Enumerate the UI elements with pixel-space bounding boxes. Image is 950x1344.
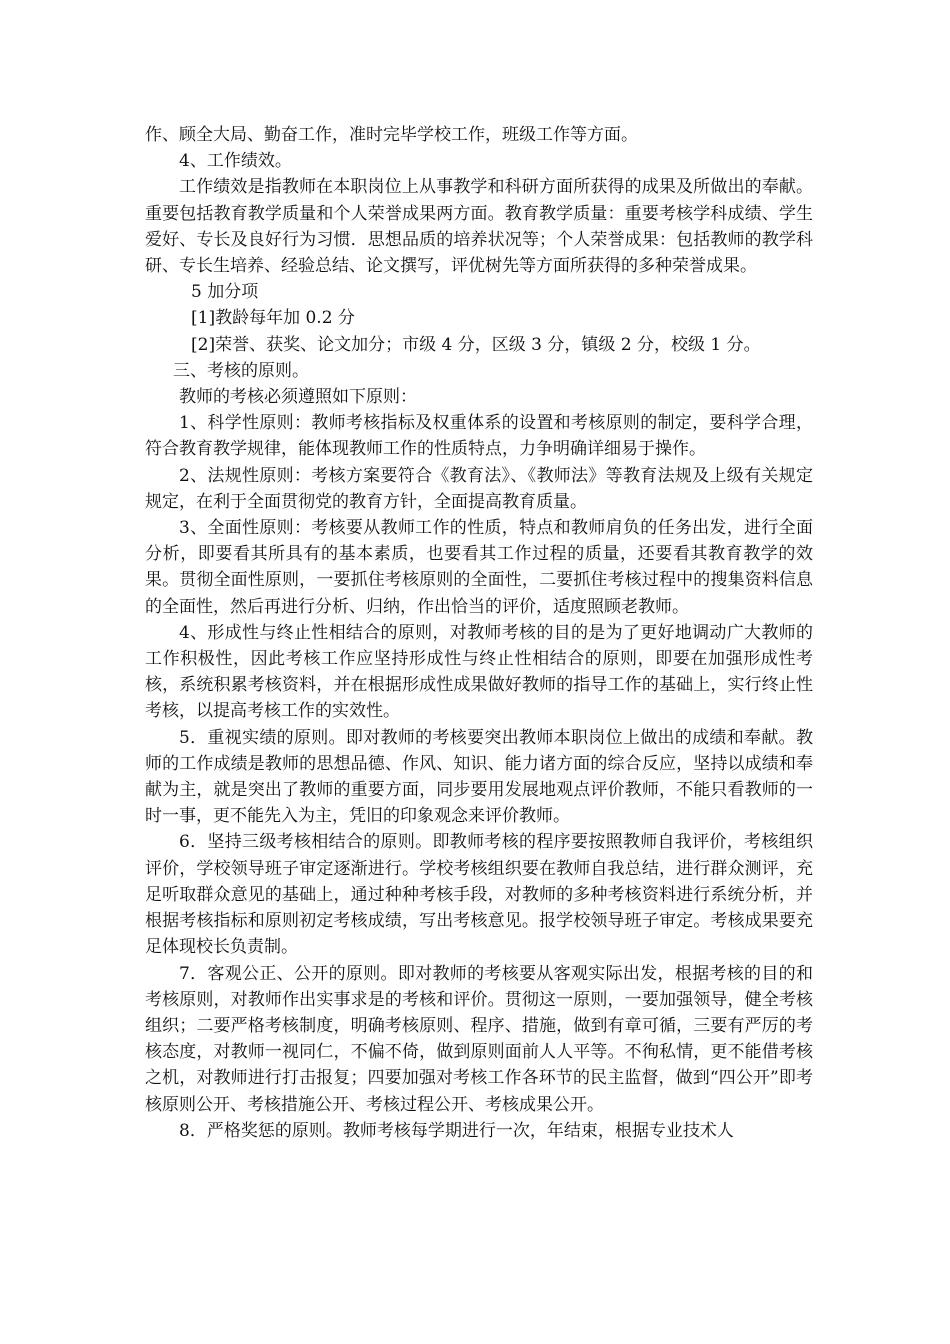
paragraph: 1、科学性原则：教师考核指标及权重体系的设置和考核原则的制定，要科学合理，符合教育教学规律，能体现教师工作的性质特点，力争明确详细易于操作。: [145, 413, 813, 460]
paragraph: [1]教龄每年加 0.2 分: [191, 308, 355, 329]
paragraph: 工作绩效是指教师在本职岗位上从事教学和科研方面所获得的成果及所做出的奉献。重要包括教育教学质量和个人荣誉成果两方面。教育教学质量：重要考核学科成绩、学生爱好、专长及良好行为习惯．思想品质的培养状况等；个人荣誉成果：包括教师的教学科研、专长生培养、经验总结、论文撰写，评优树先等方面所获得的多种荣誉成果。: [145, 177, 813, 277]
paragraph: 作、顾全大局、勤奋工作，准时完毕学校工作，班级工作等方面。: [145, 125, 638, 145]
document-page: [145, 122, 813, 1144]
paragraph: 3、全面性原则：考核要从教师工作的性质，特点和教师肩负的任务出发，进行全面分析，即要看其所具有的基本素质，也要看其工作过程的质量，还要看其教育教学的效果。贯彻全面性原则，一要抓住考核原则的全面性，二要抓住考核过程中的搜集资料信息的全面性，然后再进行分析、归纳，作出恰当的评价，适度照顾老教师。: [145, 518, 813, 617]
paragraph: 5．重视实绩的原则。即对教师的考核要突出教师本职岗位上做出的成绩和奉献。教师的工作成绩是教师的思想品德、作风、知识、能力诸方面的综合反应，坚持以成绩和奉献为主，就是突出了教师的重要方面，同步要用发展地观点评价教师，不能只看教师的一时一事，更不能先入为主，凭旧的印象观念来评价教师。: [145, 727, 813, 827]
paragraph: 4、形成性与终止性相结合的原则，对教师考核的目的是为了更好地调动广大教师的工作积极性，因此考核工作应坚持形成性与终止性相结合的原则，即要在加强形成性考核，系统积累考核资料，并在根据形成性成果做好教师的指导工作的基础上，实行终止性考核，以提高考核工作的实效性。: [145, 622, 813, 722]
paragraph: 教师的考核必须遵照如下原则：: [179, 387, 417, 408]
paragraph: 4、工作绩效。: [179, 151, 292, 172]
paragraph: 2、法规性原则：考核方案要符合《教育法》、《教师法》等教育法规及上级有关规定规定，在利于全面贯彻党的教育方针，全面提高教育质量。: [145, 465, 813, 512]
paragraph: 三、考核的原则。: [173, 360, 309, 381]
paragraph: 6．坚持三级考核相结合的原则。即教师考核的程序要按照教师自我评价，考核组织评价，学校领导班子审定逐渐进行。学校考核组织要在教师自我总结，进行群众测评，充足听取群众意见的基础上，通过种种考核手段，对教师的多种考核资料进行系统分析，并根据考核指标和原则初定考核成绩，写出考核意见。报学校领导班子审定。考核成果要充足体现校长负责制。: [145, 832, 813, 958]
paragraph: [2]荣誉、获奖、论文加分；市级 4 分，区级 3 分，镇级 2 分，校级 1 分。: [191, 334, 761, 355]
paragraph: 5 加分项: [191, 282, 259, 303]
paragraph: 7．客观公正、公开的原则。即对教师的考核要从客观实际出发，根据考核的目的和考核原则，对教师作出实事求是的考核和评价。贯彻这一原则，一要加强领导，健全考核组织；二要严格考核制度，明确考核原则、程序、措施，做到有章可循，三要有严厉的考核态度，对教师一视同仁，不偏不倚，做到原则面前人人平等。不徇私情，更不能借考核之机，对教师进行打击报复；四要加强对考核工作各环节的民主监督，做到“四公开”即考核原则公开、考核措施公开、考核过程公开、考核成果公开。: [145, 963, 813, 1115]
paragraph: 8．严格奖惩的原则。教师考核每学期进行一次，年结束，根据专业技术人: [179, 1120, 734, 1141]
